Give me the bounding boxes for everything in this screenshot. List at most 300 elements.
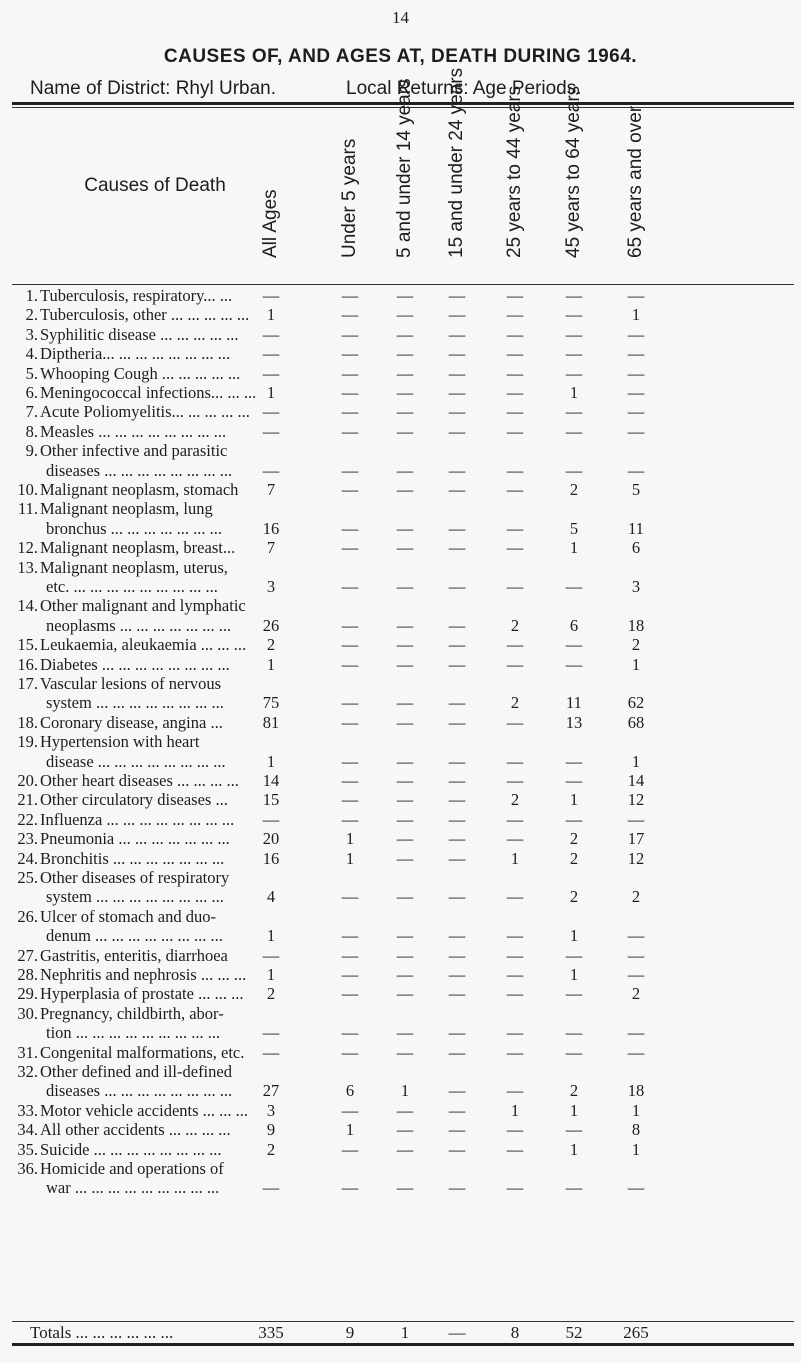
value-cell: — (506, 305, 524, 325)
row-number: 14. (17, 596, 38, 616)
value-cell: — (396, 363, 414, 383)
value-cell: — (341, 286, 359, 305)
value-cell: — (396, 460, 414, 480)
value-cell: — (565, 809, 583, 829)
value-cell: — (448, 1178, 466, 1198)
value-cell: 2 (631, 984, 641, 1004)
value-cell: — (565, 421, 583, 441)
value-cell: — (341, 518, 359, 538)
cause-label-continued: diseases ... ... ... ... ... ... ... ... (46, 460, 233, 480)
value-cell: 1 (569, 383, 579, 402)
value-cell: — (448, 809, 466, 829)
value-cell: — (396, 926, 414, 946)
value-cell: — (396, 635, 414, 655)
bottom-rule (12, 1343, 794, 1346)
cause-label: Suicide ... ... ... ... ... ... ... ... (40, 1139, 222, 1159)
value-cell: — (341, 965, 359, 984)
value-cell: — (565, 402, 583, 422)
value-cell: — (396, 324, 414, 344)
value-cell: — (448, 344, 466, 364)
row-number: 19. (17, 732, 38, 752)
cause-label: Vascular lesions of nervous (40, 674, 222, 693)
row-number: 18. (17, 712, 38, 732)
value-cell: — (448, 1139, 466, 1159)
cause-column-header: Causes of Death (84, 175, 226, 196)
row-number: 27. (17, 945, 38, 965)
value-cell: — (396, 1178, 414, 1198)
value-cell: — (341, 1139, 359, 1159)
value-cell: 26 (262, 615, 280, 635)
value-cell: — (341, 615, 359, 635)
value-cell: — (396, 654, 414, 674)
age-header-label: 25 years to 44 years (504, 85, 525, 258)
value-cell: — (341, 324, 359, 344)
value-cell: — (565, 363, 583, 383)
cause-label-continued: neoplasms ... ... ... ... ... ... ... (46, 615, 232, 635)
value-cell: 1 (266, 305, 276, 325)
age-header-4 (495, 85, 535, 280)
value-cell: — (262, 809, 280, 829)
value-cell: — (627, 402, 645, 422)
value-cell: — (448, 771, 466, 790)
value-cell: — (396, 848, 414, 868)
header-rule (12, 284, 794, 285)
value-cell: — (262, 1178, 280, 1198)
value-cell: — (396, 480, 414, 499)
totals-rule (12, 1321, 794, 1322)
row-number: 31. (17, 1042, 38, 1062)
cause-label: Hyperplasia of prostate ... ... ... (40, 984, 244, 1004)
value-cell: — (262, 945, 280, 965)
value-cell: 1 (266, 751, 276, 771)
cause-label: Tuberculosis, other ... ... ... ... ... (40, 305, 250, 325)
age-header-label: Under 5 years (339, 138, 360, 258)
cause-label: Diabetes ... ... ... ... ... ... ... ... (40, 654, 230, 674)
value-cell: 1 (631, 1139, 641, 1159)
value-cell: 1 (569, 1139, 579, 1159)
cause-label: Nephritis and nephrosis ... ... ... (40, 965, 247, 984)
page-title: CAUSES OF, AND AGES AT, DEATH DURING 1964. (163, 46, 638, 67)
value-cell: — (396, 693, 414, 713)
cause-label: Hypertension with heart (40, 732, 200, 752)
cause-label-continued: bronchus ... ... ... ... ... ... ... (46, 518, 222, 538)
value-cell: — (341, 926, 359, 946)
value-cell: — (448, 790, 466, 810)
age-header-0 (251, 112, 291, 280)
value-cell: — (341, 344, 359, 364)
totals-label: Totals ... ... ... ... ... ... (30, 1323, 174, 1342)
value-cell: — (448, 1100, 466, 1120)
value-cell: 2 (510, 790, 520, 810)
value-cell: — (341, 383, 359, 402)
value-cell: — (506, 538, 524, 558)
value-cell: — (448, 693, 466, 713)
value-cell: 5 (631, 480, 641, 499)
cause-label-continued: system ... ... ... ... ... ... ... ... (46, 887, 224, 907)
value-cell: 1 (510, 848, 520, 868)
value-cell: — (448, 984, 466, 1004)
row-number: 12. (17, 538, 38, 558)
cause-label: Pneumonia ... ... ... ... ... ... ... (40, 829, 230, 849)
value-cell: 1 (345, 848, 355, 868)
value-cell: — (341, 576, 359, 596)
value-cell: — (627, 809, 645, 829)
cause-label: Gastritis, enteritis, diarrhoea (40, 945, 228, 965)
value-cell: 1 (631, 654, 641, 674)
age-header-2 (385, 78, 425, 280)
value-cell: — (341, 809, 359, 829)
value-cell: — (396, 771, 414, 790)
value-cell: — (448, 848, 466, 868)
cause-label: Leukaemia, aleukaemia ... ... ... (40, 635, 247, 655)
value-cell: — (565, 1178, 583, 1198)
cause-label: Other circulatory diseases ... (40, 790, 228, 810)
value-cell: — (262, 421, 280, 441)
total-cell: 52 (565, 1323, 583, 1342)
age-header-3 (437, 67, 477, 280)
value-cell: 20 (262, 829, 280, 849)
age-header-1 (330, 112, 370, 280)
value-cell: — (627, 926, 645, 946)
row-number: 25. (17, 868, 38, 887)
value-cell: — (506, 1120, 524, 1140)
cause-label: Other heart diseases ... ... ... ... (40, 771, 239, 790)
cause-label: Influenza ... ... ... ... ... ... ... ... (40, 809, 235, 829)
value-cell: — (627, 1023, 645, 1043)
value-cell: 15 (262, 790, 280, 810)
row-number: 3. (25, 324, 38, 344)
value-cell: — (341, 402, 359, 422)
value-cell: — (396, 402, 414, 422)
value-cell: 2 (631, 887, 641, 907)
value-cell: 1 (569, 1100, 579, 1120)
value-cell: — (396, 421, 414, 441)
value-cell: — (341, 1100, 359, 1120)
value-cell: — (341, 480, 359, 499)
value-cell: — (396, 1120, 414, 1140)
value-cell: 2 (569, 887, 579, 907)
cause-label: Diptheria... ... ... ... ... ... ... ... (40, 344, 231, 364)
value-cell: — (506, 1081, 524, 1101)
value-cell: — (506, 1042, 524, 1062)
value-cell: — (396, 1139, 414, 1159)
value-cell: — (341, 1178, 359, 1198)
value-cell: 1 (631, 305, 641, 325)
cause-label-continued: system ... ... ... ... ... ... ... ... (46, 693, 224, 713)
value-cell: — (448, 286, 466, 305)
value-cell: — (506, 751, 524, 771)
value-cell: — (262, 324, 280, 344)
row-number: 9. (25, 441, 38, 461)
value-cell: — (448, 712, 466, 732)
value-cell: — (448, 576, 466, 596)
row-number: 7. (25, 402, 38, 422)
value-cell: 2 (569, 1081, 579, 1101)
value-cell: — (565, 751, 583, 771)
value-cell: — (396, 538, 414, 558)
value-cell: — (341, 984, 359, 1004)
row-number: 15. (17, 635, 38, 655)
value-cell: — (448, 421, 466, 441)
value-cell: 6 (345, 1081, 355, 1101)
value-cell: — (448, 402, 466, 422)
page-number: 14 (392, 8, 409, 27)
cause-label: Whooping Cough ... ... ... ... ... (40, 363, 241, 383)
value-cell: — (448, 324, 466, 344)
value-cell: 6 (569, 615, 579, 635)
cause-label: Malignant neoplasm, stomach (40, 480, 239, 499)
value-cell: — (448, 363, 466, 383)
value-cell: 62 (627, 693, 645, 713)
value-cell: — (396, 383, 414, 402)
value-cell: — (448, 926, 466, 946)
cause-label: Malignant neoplasm, breast... (40, 538, 236, 558)
value-cell: 2 (510, 693, 520, 713)
value-cell: — (341, 771, 359, 790)
value-cell: 3 (266, 1100, 276, 1120)
value-cell: — (627, 1042, 645, 1062)
value-cell: — (396, 518, 414, 538)
age-header-label: 45 years to 64 years (563, 85, 584, 258)
row-number: 35. (17, 1139, 38, 1159)
value-cell: — (396, 305, 414, 325)
row-number: 30. (17, 1003, 38, 1023)
value-cell: — (448, 305, 466, 325)
value-cell: — (396, 965, 414, 984)
value-cell: — (341, 421, 359, 441)
value-cell: — (565, 635, 583, 655)
value-cell: — (396, 790, 414, 810)
value-cell: — (341, 693, 359, 713)
value-cell: 75 (262, 693, 280, 713)
row-number: 13. (17, 557, 38, 577)
cause-label: Acute Poliomyelitis... ... ... ... ... (40, 402, 250, 422)
value-cell: 2 (266, 1139, 276, 1159)
age-header-label: 5 and under 14 years (394, 78, 415, 258)
cause-label: Bronchitis ... ... ... ... ... ... ... (40, 848, 225, 868)
row-number: 6. (25, 383, 38, 402)
row-number: 32. (17, 1062, 38, 1081)
value-cell: — (506, 887, 524, 907)
value-cell: 17 (627, 829, 645, 849)
value-cell: — (627, 344, 645, 364)
value-cell: — (506, 344, 524, 364)
value-cell: — (627, 363, 645, 383)
value-cell: 6 (631, 538, 641, 558)
cause-label-continued: disease ... ... ... ... ... ... ... ... (46, 751, 226, 771)
age-header-label: 15 and under 24 years (446, 67, 467, 258)
row-number: 36. (17, 1159, 38, 1178)
value-cell: — (341, 538, 359, 558)
value-cell: — (448, 460, 466, 480)
value-cell: — (341, 305, 359, 325)
value-cell: — (396, 1100, 414, 1120)
value-cell: — (448, 635, 466, 655)
value-cell: — (506, 771, 524, 790)
cause-label-continued: denum ... ... ... ... ... ... ... ... (46, 926, 223, 946)
value-cell: — (627, 945, 645, 965)
value-cell: — (448, 829, 466, 849)
age-header-label: 65 years and over (625, 105, 646, 258)
value-cell: 8 (631, 1120, 641, 1140)
row-number: 28. (17, 965, 38, 984)
value-cell: — (448, 1120, 466, 1140)
total-cell: — (448, 1323, 466, 1342)
value-cell: — (448, 1042, 466, 1062)
value-cell: — (341, 1042, 359, 1062)
value-cell: — (506, 363, 524, 383)
value-cell: 2 (569, 829, 579, 849)
value-cell: — (506, 576, 524, 596)
value-cell: 1 (631, 751, 641, 771)
value-cell: — (506, 829, 524, 849)
value-cell: — (396, 712, 414, 732)
value-cell: — (506, 480, 524, 499)
value-cell: — (565, 1023, 583, 1043)
cause-label: Homicide and operations of (40, 1159, 224, 1178)
value-cell: — (262, 1042, 280, 1062)
row-number: 2. (25, 305, 38, 325)
cause-label: Congenital malformations, etc. (40, 1042, 245, 1062)
cause-label: All other accidents ... ... ... ... (40, 1120, 231, 1140)
value-cell: — (506, 402, 524, 422)
value-cell: — (565, 1120, 583, 1140)
value-cell: 14 (262, 771, 280, 790)
value-cell: 5 (569, 518, 579, 538)
value-cell: — (262, 1023, 280, 1043)
value-cell: — (448, 1081, 466, 1101)
value-cell: 1 (266, 383, 276, 402)
value-cell: — (341, 363, 359, 383)
age-header-5 (554, 85, 594, 280)
value-cell: — (627, 460, 645, 480)
value-cell: — (448, 887, 466, 907)
row-number: 33. (17, 1100, 38, 1120)
value-cell: — (506, 712, 524, 732)
value-cell: 3 (266, 576, 276, 596)
value-cell: — (565, 344, 583, 364)
value-cell: 1 (400, 1081, 410, 1101)
value-cell: 2 (569, 848, 579, 868)
value-cell: — (396, 344, 414, 364)
row-number: 20. (17, 771, 38, 790)
cause-label: Syphilitic disease ... ... ... ... ... (40, 324, 239, 344)
value-cell: — (448, 518, 466, 538)
row-number: 22. (17, 809, 38, 829)
value-cell: — (565, 576, 583, 596)
value-cell: 11 (628, 518, 644, 538)
value-cell: — (396, 615, 414, 635)
value-cell: 9 (266, 1120, 276, 1140)
value-cell: — (448, 965, 466, 984)
value-cell: — (396, 286, 414, 305)
row-number: 24. (17, 848, 38, 868)
value-cell: — (627, 286, 645, 305)
value-cell: — (448, 1023, 466, 1043)
cause-label: Other malignant and lymphatic (40, 596, 246, 616)
value-cell: — (341, 945, 359, 965)
value-cell: — (396, 1023, 414, 1043)
total-cell: 335 (258, 1323, 284, 1342)
value-cell: — (506, 945, 524, 965)
cause-label: Meningococcal infections... ... ... (40, 383, 257, 402)
value-cell: 14 (627, 771, 645, 790)
value-cell: 12 (627, 790, 645, 810)
row-number: 21. (17, 790, 38, 810)
value-cell: — (506, 421, 524, 441)
value-cell: — (448, 538, 466, 558)
value-cell: — (565, 305, 583, 325)
value-cell: 1 (569, 965, 579, 984)
value-cell: — (396, 1042, 414, 1062)
value-cell: — (627, 965, 645, 984)
row-number: 5. (25, 363, 38, 383)
value-cell: 1 (266, 654, 276, 674)
value-cell: — (396, 887, 414, 907)
value-cell: — (506, 809, 524, 829)
value-cell: — (506, 965, 524, 984)
value-cell: 68 (627, 712, 645, 732)
value-cell: 11 (566, 693, 582, 713)
value-cell: 2 (569, 480, 579, 499)
value-cell: — (341, 635, 359, 655)
value-cell: — (565, 945, 583, 965)
value-cell: — (448, 751, 466, 771)
value-cell: — (448, 480, 466, 499)
value-cell: 4 (266, 887, 276, 907)
value-cell: — (506, 654, 524, 674)
cause-label: Other infective and parasitic (40, 441, 228, 461)
value-cell: — (448, 383, 466, 402)
value-cell: 1 (510, 1100, 520, 1120)
value-cell: — (396, 576, 414, 596)
value-cell: 2 (266, 635, 276, 655)
value-cell: — (262, 344, 280, 364)
value-cell: — (627, 383, 645, 402)
value-cell: 16 (262, 848, 280, 868)
value-cell: — (506, 383, 524, 402)
cause-label: Measles ... ... ... ... ... ... ... ... (40, 421, 227, 441)
value-cell: 1 (345, 1120, 355, 1140)
value-cell: 1 (266, 926, 276, 946)
value-cell: — (262, 402, 280, 422)
value-cell: — (396, 984, 414, 1004)
row-number: 11. (17, 499, 38, 519)
value-cell: 1 (569, 926, 579, 946)
value-cell: — (627, 421, 645, 441)
value-cell: — (506, 518, 524, 538)
value-cell: — (448, 945, 466, 965)
value-cell: — (396, 751, 414, 771)
cause-label: Ulcer of stomach and duo- (40, 906, 216, 926)
value-cell: 1 (569, 790, 579, 810)
row-number: 1. (25, 286, 38, 305)
district-label: Name of District: Rhyl Urban. (30, 78, 277, 99)
cause-label: Malignant neoplasm, uterus, (40, 557, 228, 577)
value-cell: 1 (345, 829, 355, 849)
cause-label-continued: etc. ... ... ... ... ... ... ... ... ... (46, 576, 218, 596)
value-cell: — (565, 460, 583, 480)
cause-label: Other defined and ill-defined (40, 1062, 232, 1081)
value-cell: 16 (262, 518, 280, 538)
value-cell: — (627, 1178, 645, 1198)
value-cell: 2 (631, 635, 641, 655)
value-cell: — (506, 1023, 524, 1043)
value-cell: — (565, 286, 583, 305)
value-cell: — (506, 926, 524, 946)
value-cell: — (506, 635, 524, 655)
returns-label: Local Returns: Age Periods. (346, 78, 582, 99)
